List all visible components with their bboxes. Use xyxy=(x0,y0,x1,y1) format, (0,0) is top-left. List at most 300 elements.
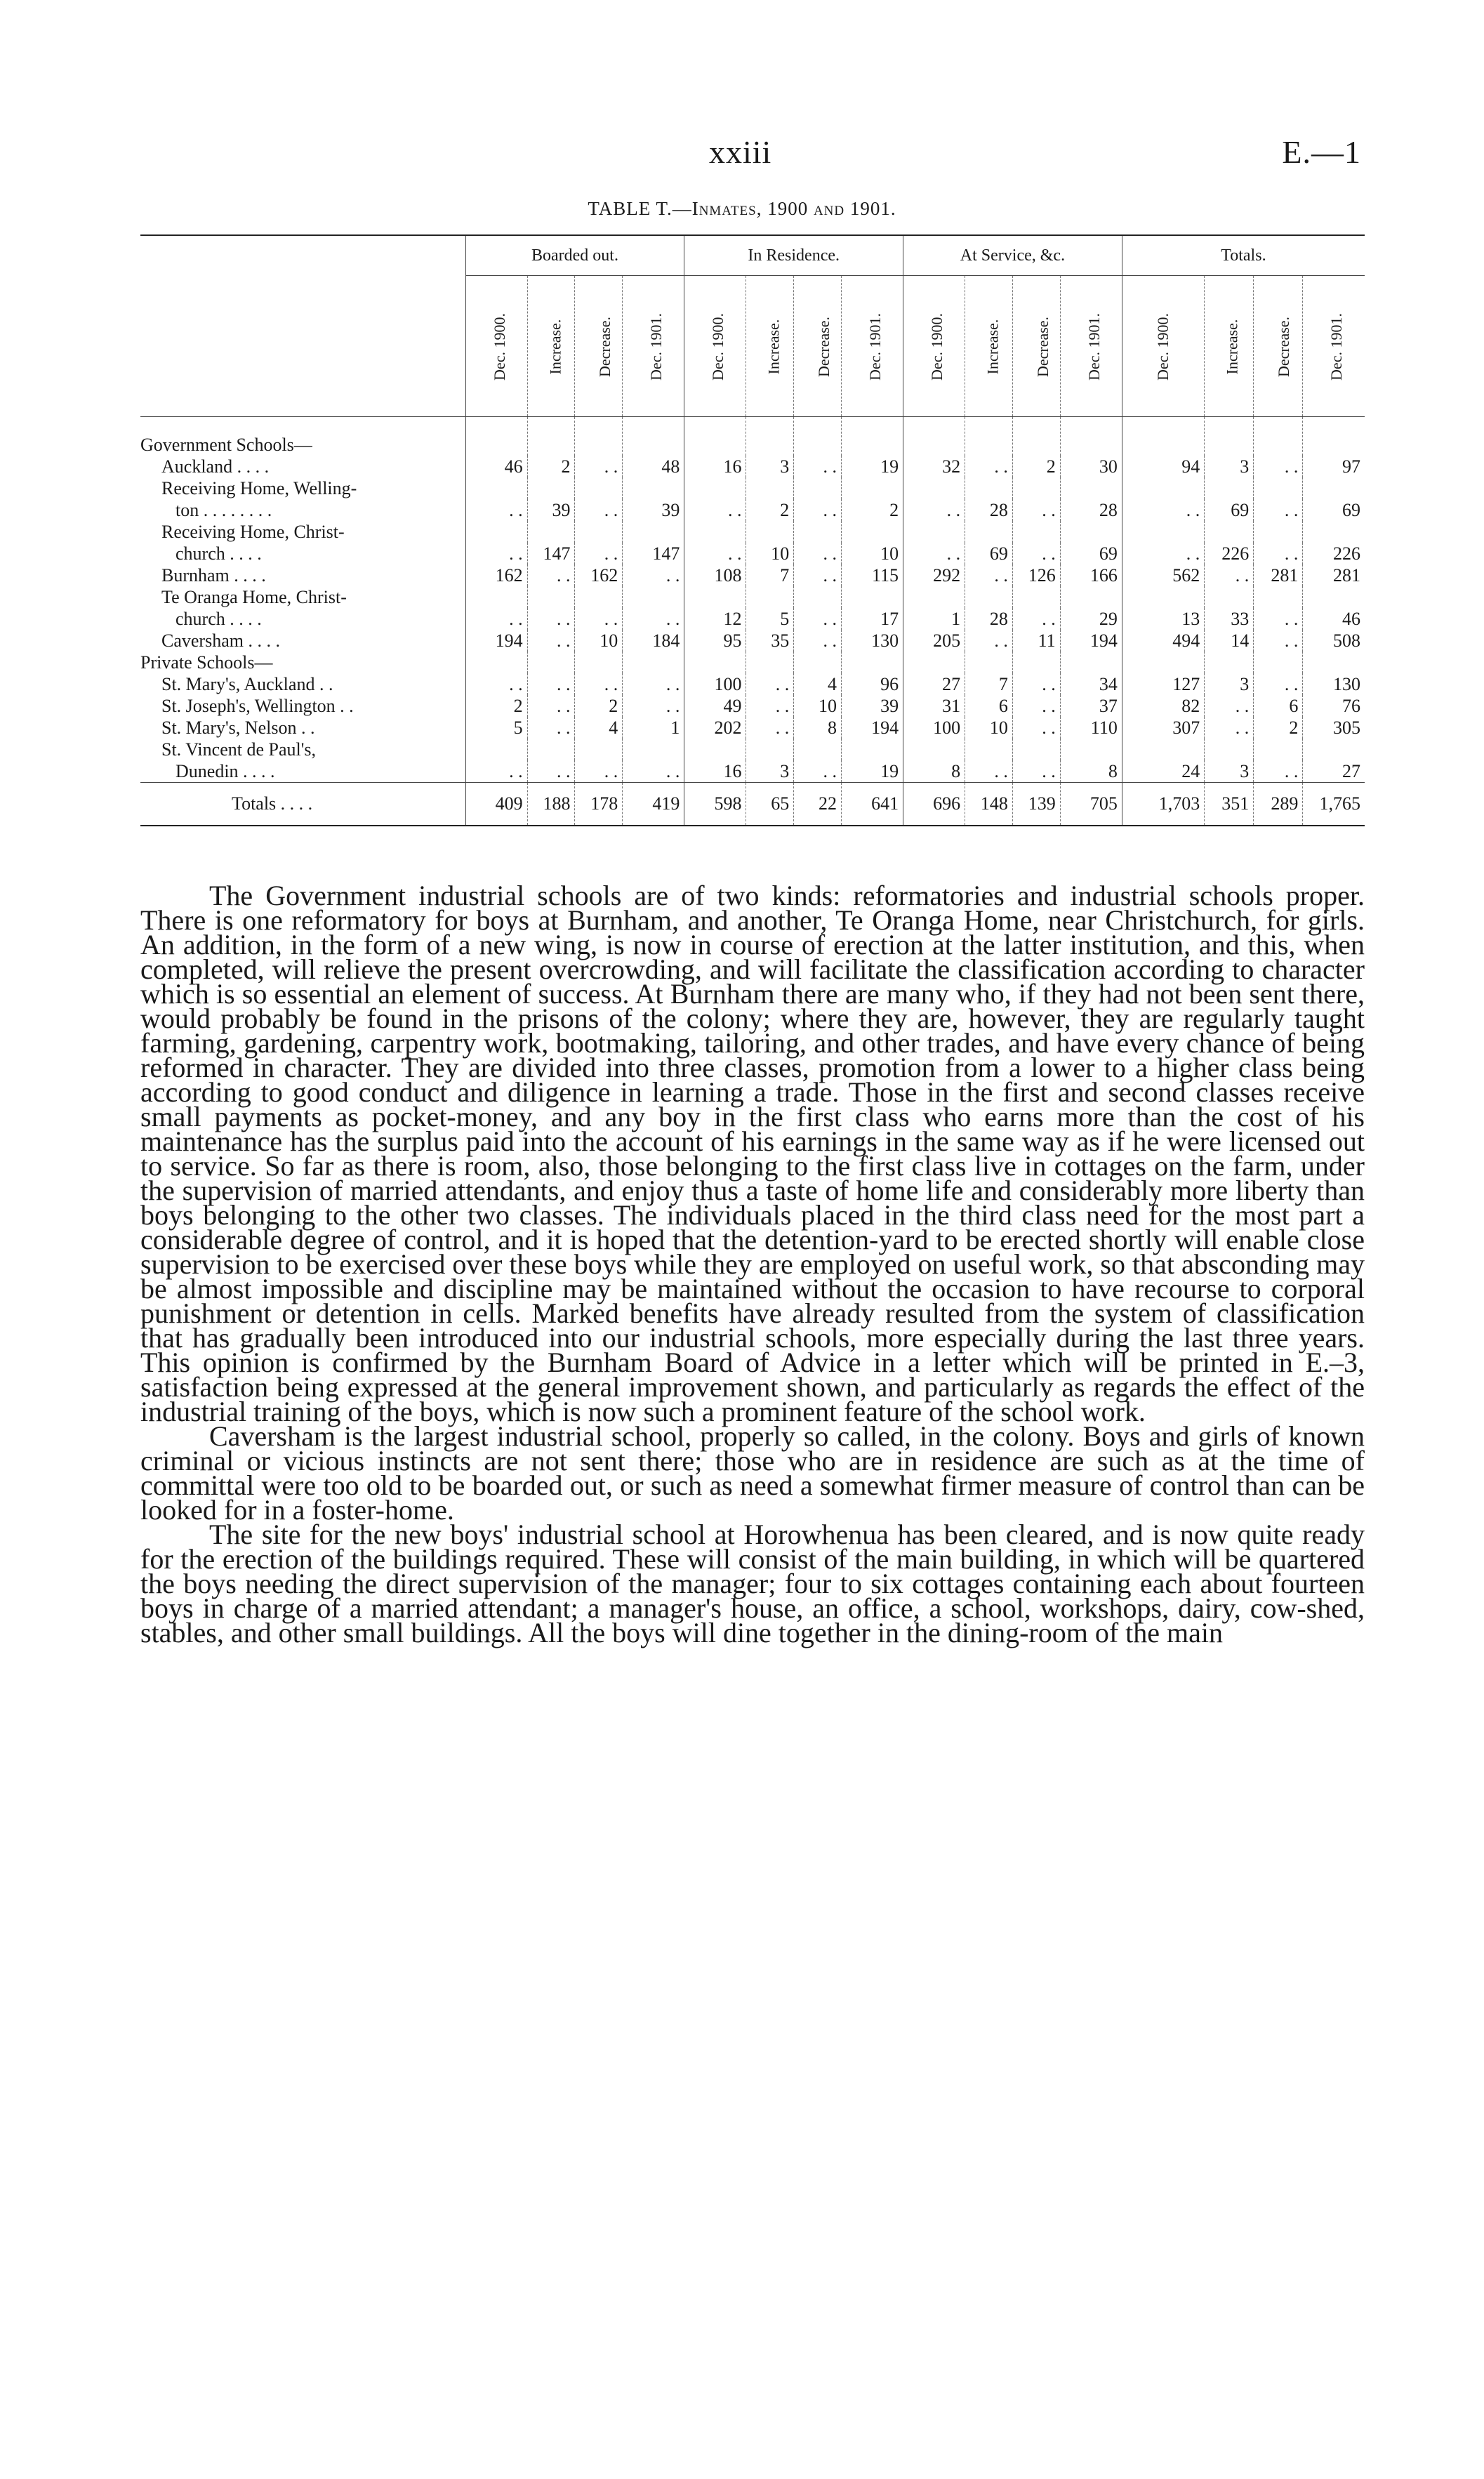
table-cell xyxy=(1060,586,1122,608)
table-cell: 6 xyxy=(1254,695,1303,717)
table-cell: 27 xyxy=(1303,760,1365,783)
table-cell xyxy=(794,521,842,543)
column-subheader-label: Decrease. xyxy=(815,316,833,378)
table-cell xyxy=(841,521,903,543)
institution-name: Receiving Home, Christ- xyxy=(161,522,345,542)
table-cell: . . xyxy=(965,630,1013,652)
table-cell: . . xyxy=(527,760,575,783)
table-cell: . . xyxy=(527,717,575,739)
table-cell xyxy=(1254,586,1303,608)
table-row xyxy=(140,477,1365,499)
table-cell: 39 xyxy=(527,499,575,521)
table-cell xyxy=(1254,739,1303,760)
table-cell: . . xyxy=(623,695,684,717)
table-cell: . . xyxy=(1254,630,1303,652)
table-cell: . . xyxy=(794,608,842,630)
row-label-cell xyxy=(140,673,465,695)
table-cell xyxy=(1012,739,1060,760)
institution-name: church . . . . xyxy=(175,609,262,629)
table-cell: . . xyxy=(1122,499,1204,521)
column-group-header: Boarded out. xyxy=(465,235,684,276)
table-cell xyxy=(1205,521,1254,543)
table-cell xyxy=(1205,739,1254,760)
table-cell: . . xyxy=(527,630,575,652)
table-cell xyxy=(746,521,794,543)
table-cell xyxy=(841,652,903,673)
table-cell: 19 xyxy=(841,760,903,783)
table-cell xyxy=(684,417,746,456)
table-cell xyxy=(965,417,1013,456)
table-cell: . . xyxy=(1122,543,1204,564)
row-label-cell xyxy=(140,456,465,477)
table-cell xyxy=(903,652,965,673)
table-cell xyxy=(965,521,1013,543)
table-cell: . . xyxy=(465,760,527,783)
table-cell xyxy=(746,417,794,456)
table-cell: 110 xyxy=(1060,717,1122,739)
table-cell: 494 xyxy=(1122,630,1204,652)
table-cell: 37 xyxy=(1060,695,1122,717)
table-row xyxy=(140,608,1365,630)
table-cell: . . xyxy=(527,695,575,717)
table-cell xyxy=(1303,477,1365,499)
table-cell: 33 xyxy=(1205,608,1254,630)
table-cell: . . xyxy=(575,543,623,564)
table-cell xyxy=(1254,417,1303,456)
table-cell: 10 xyxy=(575,630,623,652)
table-cell: 39 xyxy=(841,695,903,717)
table-cell: 226 xyxy=(1303,543,1365,564)
table-cell: 8 xyxy=(794,717,842,739)
table-cell xyxy=(794,586,842,608)
table-cell: 82 xyxy=(1122,695,1204,717)
table-cell xyxy=(1303,652,1365,673)
table-cell: 76 xyxy=(1303,695,1365,717)
table-cell: 305 xyxy=(1303,717,1365,739)
table-cell: . . xyxy=(1012,499,1060,521)
totals-cell: 188 xyxy=(527,783,575,826)
institution-name: Te Oranga Home, Christ- xyxy=(161,587,347,607)
page-number: xxiii xyxy=(709,134,772,170)
table-cell xyxy=(623,739,684,760)
table-cell: 3 xyxy=(746,760,794,783)
table-cell: 2 xyxy=(746,499,794,521)
table-cell: . . xyxy=(1012,717,1060,739)
totals-cell: 22 xyxy=(794,783,842,826)
table-cell: . . xyxy=(527,564,575,586)
table-cell: 14 xyxy=(1205,630,1254,652)
institution-name: Auckland . . . . xyxy=(161,456,270,477)
table-cell: 3 xyxy=(1205,760,1254,783)
institution-name: Dunedin . . . . xyxy=(175,761,275,781)
table-cell: 16 xyxy=(684,456,746,477)
table-cell: 10 xyxy=(841,543,903,564)
table-cell xyxy=(575,417,623,456)
table-cell xyxy=(575,652,623,673)
table-cell: 46 xyxy=(465,456,527,477)
column-subheader xyxy=(841,276,903,417)
table-cell: 5 xyxy=(465,717,527,739)
table-title xyxy=(0,198,1484,220)
totals-cell: 641 xyxy=(841,783,903,826)
table-cell: 108 xyxy=(684,564,746,586)
table-cell xyxy=(1060,417,1122,456)
table-cell: 69 xyxy=(1205,499,1254,521)
table-cell: 7 xyxy=(965,673,1013,695)
table-cell: 94 xyxy=(1122,456,1204,477)
table-cell: 32 xyxy=(903,456,965,477)
table-cell xyxy=(903,521,965,543)
table-cell: . . xyxy=(965,564,1013,586)
table-cell: . . xyxy=(623,673,684,695)
row-label-cell xyxy=(140,499,465,521)
table-cell: 147 xyxy=(623,543,684,564)
table-cell xyxy=(1060,652,1122,673)
table-cell xyxy=(1254,652,1303,673)
paragraph-horowhenua: The site for the new boys' industrial school at Horowhenua has been cleared, and is now quite ready for the erection of the buildings required. These will consist of the main building, in which will be quartered the boys needing the direct supervision of the manager; four to six cottages containing each about fourteen boys in charge of a married attendant; a manager's house, an office, a school, workshops, dairy, cow-shed, stables, and other small buildings. All the boys will dine together in the dining-room of the main xyxy=(140,1519,1365,1648)
table-cell xyxy=(1060,477,1122,499)
table-cell xyxy=(684,652,746,673)
table-cell xyxy=(746,477,794,499)
table-cell: 202 xyxy=(684,717,746,739)
column-group-header: In Residence. xyxy=(684,235,903,276)
table-cell: 3 xyxy=(746,456,794,477)
row-label-cell xyxy=(140,564,465,586)
table-cell: . . xyxy=(1254,608,1303,630)
table-cell xyxy=(465,739,527,760)
table-cell: . . xyxy=(746,695,794,717)
totals-cell: 289 xyxy=(1254,783,1303,826)
table-cell: 31 xyxy=(903,695,965,717)
paragraph-reformatories: The Government industrial schools are of two kinds: reformatories and industrial schools proper. There is one reformatory for boys at Burnham, and another, Te Oranga Home, near Christchurch, for girls. An addition, in the form of a new wing, is now in course of erection at the latter institution, and this, when completed, will relieve the present overcrowding, and will facilitate the classification according to character which is so essential an element of success. At Burnham there are many who, if they had not been sent there, would probably be found in the prisons of the colony; where they are, however, they are regularly taught farming, gardening, carpentry work, bootmaking, tailoring, and other trades, and have every chance of being reformed in character. They are divided into three classes, promotion from a lower to a higher class being according to good conduct and diligence in learning a trade. Those in the first and second classes receive small payments as pocket-money, and any boy in the first class who earns more than the cost of his maintenance has the surplus paid into the account of his earnings in the same way as if he were licensed out to service. So far as there is room, also, those belonging to the first class live in cottages on the farm, under the supervision of married attendants, and enjoy thus a taste of home life and considerably more liberty than boys belonging to the other two classes. The individuals placed in the third class need for the most part a considerable degree of control, and it is hoped that the detention-yard to be erected shortly will enable close supervision to be exercised over these boys while they are employed on useful work, so that absconding may be almost impossible and discipline may be maintained without the occasion to have recourse to corporal punishment or detention in cells. Marked benefits have already resulted from the system of classification that has gradually been introduced into our industrial schools, more especially during the last three years. This opinion is confirmed by the Burnham Board of Advice in a letter which will be printed in E.–3, satisfaction being expressed at the general improvement shown, and particularly as regards the effect of the industrial training of the boys, which is now such a prominent feature of the school work. xyxy=(140,880,1365,1427)
table-cell xyxy=(1012,477,1060,499)
table-cell: . . xyxy=(1205,717,1254,739)
table-cell xyxy=(684,477,746,499)
table-cell: . . xyxy=(903,499,965,521)
table-cell xyxy=(1122,417,1204,456)
table-cell: . . xyxy=(575,456,623,477)
table-cell: . . xyxy=(1254,543,1303,564)
table-cell: 562 xyxy=(1122,564,1204,586)
table-cell: 69 xyxy=(1303,499,1365,521)
table-row xyxy=(140,739,1365,760)
table-cell xyxy=(575,739,623,760)
table-cell: 3 xyxy=(1205,456,1254,477)
table-cell xyxy=(1122,586,1204,608)
column-subheader xyxy=(527,276,575,417)
table-cell: 2 xyxy=(1254,717,1303,739)
table-cell: 6 xyxy=(965,695,1013,717)
table-cell: 100 xyxy=(903,717,965,739)
table-row xyxy=(140,652,1365,673)
table-cell: 307 xyxy=(1122,717,1204,739)
table-cell: . . xyxy=(794,630,842,652)
table-cell: 100 xyxy=(684,673,746,695)
column-subheader xyxy=(1122,276,1204,417)
table-cell: 35 xyxy=(746,630,794,652)
row-label-cell xyxy=(140,760,465,783)
column-subheader xyxy=(575,276,623,417)
institution-name: St. Joseph's, Wellington . . xyxy=(161,696,354,716)
column-subheader-label: Decrease. xyxy=(596,316,614,378)
table-cell xyxy=(1254,477,1303,499)
column-subheader-label: Dec. 1900. xyxy=(709,313,727,381)
table-cell xyxy=(841,739,903,760)
table-cell: 126 xyxy=(1012,564,1060,586)
table-row xyxy=(140,417,1365,456)
table-cell xyxy=(465,586,527,608)
table-cell: 281 xyxy=(1254,564,1303,586)
row-label-cell xyxy=(140,521,465,543)
table-cell xyxy=(746,586,794,608)
table-cell xyxy=(965,477,1013,499)
table-cell: 8 xyxy=(1060,760,1122,783)
column-subheader-label: Decrease. xyxy=(1033,316,1052,378)
table-cell: . . xyxy=(575,608,623,630)
table-cell: 2 xyxy=(465,695,527,717)
row-label-cell xyxy=(140,586,465,608)
table-cell: 24 xyxy=(1122,760,1204,783)
table-cell xyxy=(1205,477,1254,499)
institution-name: St. Mary's, Auckland . . xyxy=(161,674,333,694)
column-subheader-label: Dec. 1901. xyxy=(1327,313,1346,381)
table-cell xyxy=(794,417,842,456)
table-cell: 147 xyxy=(527,543,575,564)
totals-cell: 351 xyxy=(1205,783,1254,826)
table-cell xyxy=(841,586,903,608)
table-row xyxy=(140,543,1365,564)
table-title-label: TABLE T.— xyxy=(588,198,692,219)
table-row xyxy=(140,760,1365,783)
table-row xyxy=(140,673,1365,695)
column-subheader-label: Dec. 1901. xyxy=(866,313,884,381)
institution-name: Burnham . . . . xyxy=(161,565,266,586)
table-cell: 48 xyxy=(623,456,684,477)
table-cell: 7 xyxy=(746,564,794,586)
table-cell: . . xyxy=(746,717,794,739)
table-title-subject: Inmates, 1900 and 1901. xyxy=(691,198,896,219)
table-cell xyxy=(794,477,842,499)
table-cell: . . xyxy=(465,499,527,521)
table-cell: 130 xyxy=(841,630,903,652)
table-cell xyxy=(1060,521,1122,543)
table-cell: . . xyxy=(465,673,527,695)
table-cell xyxy=(1122,739,1204,760)
table-cell: 127 xyxy=(1122,673,1204,695)
table-cell: 13 xyxy=(1122,608,1204,630)
table-cell xyxy=(841,477,903,499)
table-cell xyxy=(623,652,684,673)
row-label-cell xyxy=(140,695,465,717)
totals-cell: 1,765 xyxy=(1303,783,1365,826)
table-cell xyxy=(1012,521,1060,543)
table-cell: 3 xyxy=(1205,673,1254,695)
table-cell: 2 xyxy=(1012,456,1060,477)
column-subheader-label: Increase. xyxy=(1223,319,1241,375)
totals-cell: 598 xyxy=(684,783,746,826)
table-cell: . . xyxy=(1254,760,1303,783)
table-cell: 2 xyxy=(841,499,903,521)
table-cell: 19 xyxy=(841,456,903,477)
totals-cell: 409 xyxy=(465,783,527,826)
table-cell: . . xyxy=(794,543,842,564)
table-cell: 226 xyxy=(1205,543,1254,564)
totals-cell: 65 xyxy=(746,783,794,826)
table-cell: . . xyxy=(1205,695,1254,717)
table-cell: 49 xyxy=(684,695,746,717)
column-subheader-label: Increase. xyxy=(546,319,564,375)
table-cell: . . xyxy=(1012,543,1060,564)
column-subheader xyxy=(1303,276,1365,417)
table-cell xyxy=(841,417,903,456)
column-subheader xyxy=(1060,276,1122,417)
table-cell xyxy=(903,417,965,456)
totals-cell: 1,703 xyxy=(1122,783,1204,826)
row-label-cell xyxy=(140,652,465,673)
row-label-cell xyxy=(140,608,465,630)
table-cell: 2 xyxy=(527,456,575,477)
table-cell xyxy=(684,521,746,543)
table-cell xyxy=(1303,521,1365,543)
table-cell: 97 xyxy=(1303,456,1365,477)
totals-cell: 419 xyxy=(623,783,684,826)
table-cell: 17 xyxy=(841,608,903,630)
table-cell xyxy=(1012,417,1060,456)
table-cell: . . xyxy=(684,543,746,564)
table-cell xyxy=(527,417,575,456)
row-label-cell xyxy=(140,717,465,739)
table-cell xyxy=(684,739,746,760)
table-row xyxy=(140,499,1365,521)
table-row xyxy=(140,695,1365,717)
column-subheader-label: Dec. 1901. xyxy=(1085,313,1103,381)
table-cell: 1 xyxy=(623,717,684,739)
column-subheader xyxy=(684,276,746,417)
table-cell xyxy=(527,652,575,673)
table-cell: 10 xyxy=(746,543,794,564)
institution-name: church . . . . xyxy=(175,543,262,564)
table-cell: 8 xyxy=(903,760,965,783)
table-cell: 30 xyxy=(1060,456,1122,477)
table-cell: 281 xyxy=(1303,564,1365,586)
table-cell xyxy=(794,739,842,760)
table-cell xyxy=(465,521,527,543)
table-cell: 4 xyxy=(794,673,842,695)
institution-name: St. Mary's, Nelson . . xyxy=(161,718,315,738)
table-cell: . . xyxy=(1254,673,1303,695)
table-cell: 194 xyxy=(841,717,903,739)
table-cell xyxy=(575,477,623,499)
totals-cell: 696 xyxy=(903,783,965,826)
table-cell xyxy=(746,739,794,760)
row-label-cell xyxy=(140,543,465,564)
table-cell: . . xyxy=(465,608,527,630)
table-cell: . . xyxy=(623,760,684,783)
table-cell: . . xyxy=(903,543,965,564)
table-cell: 4 xyxy=(575,717,623,739)
table-cell: 292 xyxy=(903,564,965,586)
table-cell: 28 xyxy=(965,608,1013,630)
table-cell: 115 xyxy=(841,564,903,586)
table-cell: 46 xyxy=(1303,608,1365,630)
table-cell: . . xyxy=(575,673,623,695)
table-cell: . . xyxy=(623,564,684,586)
institution-name: St. Vincent de Paul's, xyxy=(161,739,317,760)
table-cell: 11 xyxy=(1012,630,1060,652)
totals-cell: 148 xyxy=(965,783,1013,826)
table-cell xyxy=(903,477,965,499)
institution-name: ton . . . . . . . . xyxy=(175,500,272,520)
table-cell xyxy=(465,477,527,499)
column-subheader xyxy=(1254,276,1303,417)
table-row xyxy=(140,456,1365,477)
totals-cell: 178 xyxy=(575,783,623,826)
table-cell: . . xyxy=(684,499,746,521)
section-heading: Government Schools— xyxy=(140,435,312,455)
table-cell xyxy=(575,586,623,608)
table-cell: 95 xyxy=(684,630,746,652)
table-stub-header xyxy=(140,235,465,417)
table-cell: 184 xyxy=(623,630,684,652)
table-row xyxy=(140,630,1365,652)
document-reference: E.—1 xyxy=(1282,134,1361,170)
table-cell: 130 xyxy=(1303,673,1365,695)
inmates-table-wrapper xyxy=(140,234,1365,826)
table-cell xyxy=(965,586,1013,608)
row-label-cell xyxy=(140,417,465,456)
column-subheader-label: Dec. 1900. xyxy=(928,313,946,381)
table-cell xyxy=(623,521,684,543)
table-cell xyxy=(527,521,575,543)
institution-name: Caversham . . . . xyxy=(161,630,280,651)
table-cell: 29 xyxy=(1060,608,1122,630)
totals-cell: 705 xyxy=(1060,783,1122,826)
totals-row xyxy=(140,783,1365,826)
row-label-cell xyxy=(140,739,465,760)
table-cell xyxy=(746,652,794,673)
table-cell: 162 xyxy=(465,564,527,586)
table-cell: 69 xyxy=(965,543,1013,564)
table-cell: . . xyxy=(1012,695,1060,717)
row-label-cell xyxy=(140,630,465,652)
table-cell xyxy=(575,521,623,543)
table-cell xyxy=(465,652,527,673)
paragraph-caversham: Caversham is the largest industrial school, properly so called, in the colony. Boys and girls of known criminal or vicious instincts are not sent there; those who are in residence are such as at the time of committal were too old to be boarded out, or such as need a somewhat firmer measure of control than can be looked for in a foster-home. xyxy=(140,1420,1365,1526)
table-cell: 16 xyxy=(684,760,746,783)
column-group-header: Totals. xyxy=(1122,235,1365,276)
table-cell: 194 xyxy=(465,630,527,652)
table-cell: . . xyxy=(1012,673,1060,695)
table-cell xyxy=(965,652,1013,673)
table-cell: 27 xyxy=(903,673,965,695)
table-cell: 10 xyxy=(965,717,1013,739)
table-cell: . . xyxy=(1254,456,1303,477)
inmates-table xyxy=(140,234,1365,826)
table-cell: . . xyxy=(1012,760,1060,783)
table-cell: . . xyxy=(1012,608,1060,630)
table-cell: 508 xyxy=(1303,630,1365,652)
table-cell xyxy=(465,417,527,456)
table-cell: . . xyxy=(575,499,623,521)
table-cell xyxy=(1122,477,1204,499)
column-subheader-label: Increase. xyxy=(764,319,783,375)
totals-label: Totals . . . . xyxy=(140,783,465,826)
table-cell: 96 xyxy=(841,673,903,695)
table-cell: 28 xyxy=(1060,499,1122,521)
table-cell: . . xyxy=(575,760,623,783)
table-cell: . . xyxy=(1254,499,1303,521)
table-cell xyxy=(1205,586,1254,608)
